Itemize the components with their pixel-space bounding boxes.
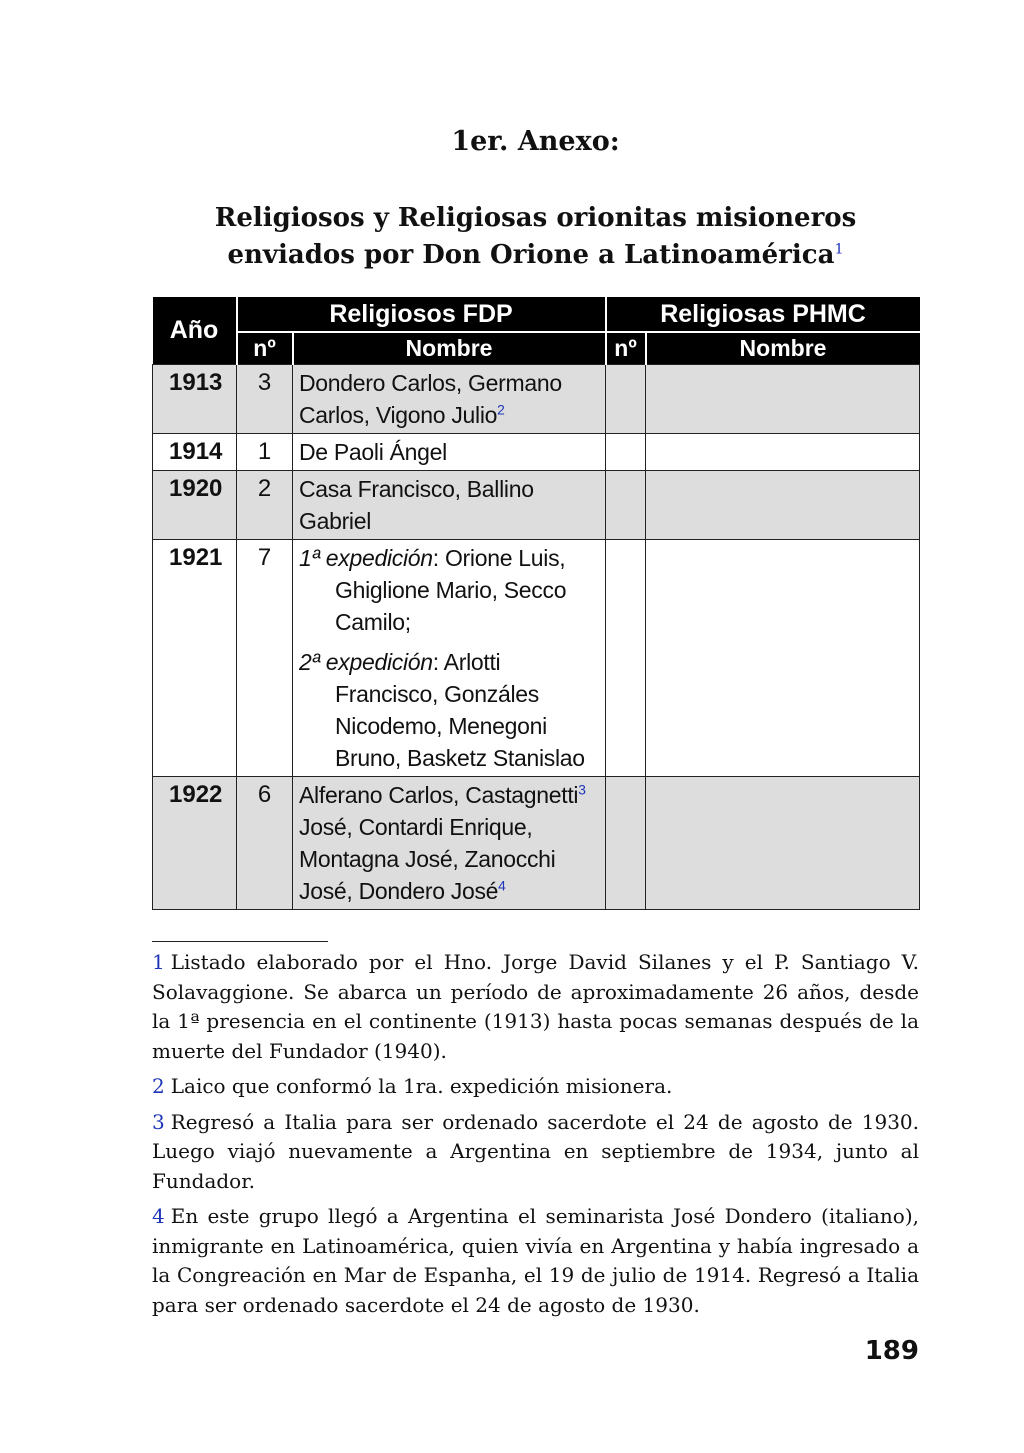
table-row xyxy=(153,540,920,777)
footnote-ref-3[interactable]: 3 xyxy=(578,782,586,798)
footnote-2-text: Laico que conformó la 1ra. expedición misionera. xyxy=(170,1074,673,1098)
footnote-2-number: 2 xyxy=(152,1074,165,1098)
table-row xyxy=(153,471,920,540)
expedition-2 xyxy=(299,646,600,774)
row-names-text-a: Alferano Carlos, Castagnetti xyxy=(299,782,579,808)
row-count: 1 xyxy=(237,434,293,471)
footnote-3-number: 3 xyxy=(152,1109,165,1134)
row-names xyxy=(293,777,606,910)
row-names xyxy=(293,540,606,777)
header-phmc-name: Nombre xyxy=(646,332,920,365)
row-names xyxy=(293,365,606,434)
row-phmc-names xyxy=(646,777,920,910)
row-names-text-b: José, Contardi Enrique, Montagna José, Zanocchi José, Dondero José xyxy=(299,814,556,904)
header-phmc-num: nº xyxy=(606,332,646,365)
row-phmc-names xyxy=(646,365,920,434)
row-year: 1921 xyxy=(153,540,237,777)
footnote-ref-2[interactable]: 2 xyxy=(497,402,505,418)
row-phmc-count xyxy=(606,540,646,777)
footnote-4 xyxy=(152,1202,919,1320)
expedition-1-names: : Orione Luis, Ghiglione Mario, Secco Camilo; xyxy=(335,545,567,635)
header-fdp-name: Nombre xyxy=(293,332,606,365)
page-number: 189 xyxy=(864,1336,919,1366)
header-religiosas-phmc: Religiosas PHMC xyxy=(606,297,920,332)
expedition-1 xyxy=(299,542,600,638)
row-phmc-names xyxy=(646,540,920,777)
missionaries-table xyxy=(152,297,920,910)
row-names: Casa Francisco, Ballino Gabriel xyxy=(293,471,606,540)
footnote-2 xyxy=(152,1072,919,1102)
footnote-3 xyxy=(152,1108,919,1197)
row-year: 1914 xyxy=(153,434,237,471)
header-fdp-num: nº xyxy=(237,332,293,365)
subtitle xyxy=(152,200,919,274)
row-year: 1920 xyxy=(153,471,237,540)
row-count: 2 xyxy=(237,471,293,540)
footnote-ref-4[interactable]: 4 xyxy=(498,878,506,894)
row-phmc-names xyxy=(646,434,920,471)
row-phmc-count xyxy=(606,471,646,540)
subtitle-line-2-text: enviados por Don Orione a Latinoamérica xyxy=(227,240,835,270)
footnote-4-number: 4 xyxy=(152,1204,165,1228)
row-phmc-names xyxy=(646,471,920,540)
footnote-4-text: En este grupo llegó a Argentina el seminarista José Dondero (italiano), inmigrante en Latinoamérica, quien vivía en Argentina y había ingresado a la Congreación en Mar de Espanha, el 19 de julio de 1914. Regresó a Italia para ser ordenado sacerdote el 24 de agosto de 1930. xyxy=(152,1204,919,1317)
row-names-text: Dondero Carlos, Germano Carlos, Vigono Julio xyxy=(299,370,562,428)
table-row xyxy=(153,365,920,434)
footnote-1 xyxy=(152,948,919,1066)
footnote-ref-1[interactable]: 1 xyxy=(834,241,844,258)
table-row xyxy=(153,777,920,910)
row-year: 1922 xyxy=(153,777,237,910)
row-names: De Paoli Ángel xyxy=(293,434,606,471)
row-phmc-count xyxy=(606,365,646,434)
footnotes xyxy=(152,948,919,1326)
expedition-2-label: 2ª expedición xyxy=(299,649,433,675)
expedition-2-names: : Arlotti Francisco, Gonzáles Nicodemo, Menegoni Bruno, Basketz Stanislao xyxy=(335,649,585,771)
footnote-1-text: Listado elaborado por el Hno. Jorge David Silanes y el P. Santiago V. Solavaggione. Se abarca un período de aproximadamente 26 años, desde la 1ª presencia en el continente (1913) hasta pocas semanas después de la muerte del Fundador (1940). xyxy=(152,950,919,1063)
row-phmc-count xyxy=(606,777,646,910)
row-count: 3 xyxy=(237,365,293,434)
footnote-separator xyxy=(152,941,328,942)
footnote-1-number: 1 xyxy=(152,950,165,974)
row-year: 1913 xyxy=(153,365,237,434)
row-count: 7 xyxy=(237,540,293,777)
header-year: Año xyxy=(153,297,237,365)
page-title: 1er. Anexo: xyxy=(451,126,620,157)
subtitle-line-2 xyxy=(152,237,919,274)
expedition-1-label: 1ª expedición xyxy=(299,545,433,571)
table-row xyxy=(153,434,920,471)
footnote-3-text: Regresó a Italia para ser ordenado sacerdote el 24 de agosto de 1930. Luego viajó nuevamente a Argentina en septiembre de 1934, junto al Fundador. xyxy=(152,1109,919,1193)
row-phmc-count xyxy=(606,434,646,471)
row-count: 6 xyxy=(237,777,293,910)
subtitle-line-1: Religiosos y Religiosas orionitas misioneros xyxy=(214,203,857,233)
header-religiosos-fdp: Religiosos FDP xyxy=(237,297,606,332)
